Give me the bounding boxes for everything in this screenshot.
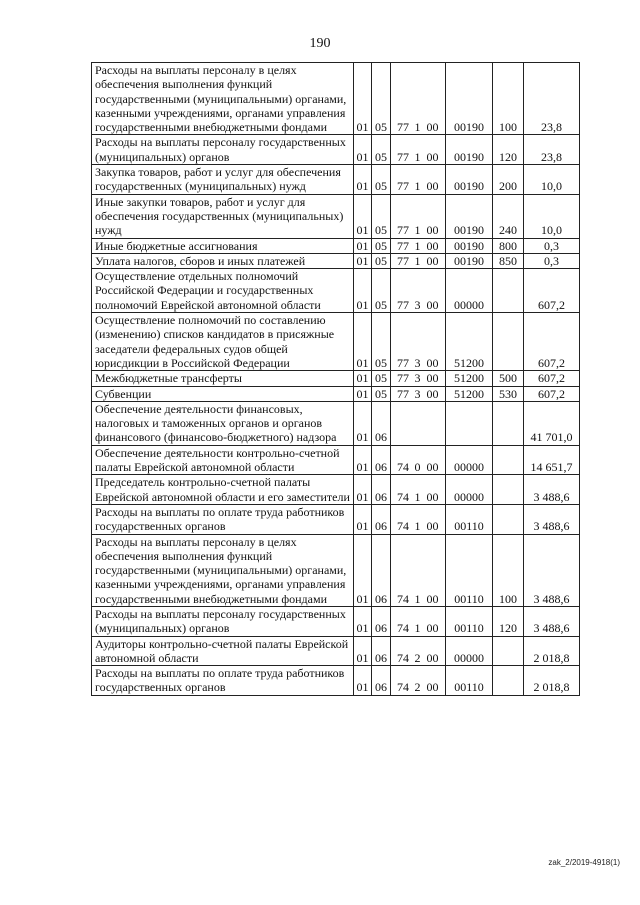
row-subsection: 05 (372, 253, 391, 268)
row-name: Расходы на выплаты персоналу в целях обеспечения выполнения функций государственными (муниципальными) органами, казенными учреждениями, органами управления государственными внебюджетными фондами (92, 63, 354, 135)
row-target-article (391, 534, 446, 606)
target-article-part: 1 (414, 489, 421, 504)
target-article-part: 00 (426, 489, 439, 504)
row-subsection: 06 (372, 401, 391, 445)
row-expense-type: 850 (493, 253, 524, 268)
row-name: Расходы на выплаты по оплате труда работников государственных органов (92, 504, 354, 534)
row-target-article (391, 606, 446, 636)
target-article-part: 77 (397, 179, 409, 194)
row-section: 01 (354, 135, 372, 165)
row-target-code: 00110 (446, 534, 493, 606)
row-amount: 10,0 (524, 194, 580, 238)
document-code: zak_2/2019-4918(1) (548, 858, 620, 867)
row-expense-type: 120 (493, 135, 524, 165)
row-target-article (391, 135, 446, 165)
target-article-part: 77 (397, 297, 409, 312)
row-expense-type (493, 269, 524, 313)
row-target-code: 51200 (446, 313, 493, 371)
row-section: 01 (354, 165, 372, 195)
target-article-part: 00 (426, 386, 439, 401)
row-name: Расходы на выплаты по оплате труда работников государственных органов (92, 666, 354, 696)
row-amount: 14 651,7 (524, 445, 580, 475)
target-article-part: 77 (397, 355, 409, 370)
target-article-part: 77 (397, 120, 409, 135)
target-article-part: 77 (397, 253, 409, 268)
row-section: 01 (354, 253, 372, 268)
row-name: Расходы на выплаты персоналу в целях обеспечения выполнения функций государственными (муниципальными) органами, казенными учреждениями, органами управления государственными внебюджетными фондами (92, 534, 354, 606)
row-expense-type (493, 313, 524, 371)
row-target-code: 00190 (446, 63, 493, 135)
target-article-part: 1 (414, 149, 421, 164)
table-row (92, 313, 580, 371)
row-target-article (391, 401, 446, 445)
row-amount: 10,0 (524, 165, 580, 195)
row-section: 01 (354, 401, 372, 445)
row-subsection: 05 (372, 63, 391, 135)
table-row (92, 386, 580, 401)
row-expense-type: 100 (493, 63, 524, 135)
row-expense-type: 800 (493, 238, 524, 253)
row-section: 01 (354, 475, 372, 505)
row-section: 01 (354, 313, 372, 371)
row-target-article (391, 253, 446, 268)
row-expense-type (493, 636, 524, 666)
row-target-article (391, 269, 446, 313)
row-name: Иные бюджетные ассигнования (92, 238, 354, 253)
target-article-part: 1 (414, 238, 421, 253)
row-target-code: 00190 (446, 238, 493, 253)
row-name: Иные закупки товаров, работ и услуг для обеспечения государственных (муниципальных) нужд (92, 194, 354, 238)
table-row (92, 194, 580, 238)
target-article-part: 3 (414, 386, 421, 401)
target-article-part: 1 (414, 621, 421, 636)
row-target-code: 00000 (446, 636, 493, 666)
target-article-part: 00 (426, 621, 439, 636)
row-subsection: 05 (372, 313, 391, 371)
target-article-part: 1 (414, 519, 421, 534)
target-article-part: 2 (414, 650, 421, 665)
target-article-part: 00 (426, 591, 439, 606)
target-article-part: 3 (414, 355, 421, 370)
row-name: Осуществление полномочий по составлению (изменению) списков кандидатов в присяжные заседатели федеральных судов общей юрисдикции в Российской Федерации (92, 313, 354, 371)
row-section: 01 (354, 386, 372, 401)
row-name: Межбюджетные трансферты (92, 371, 354, 386)
row-amount: 23,8 (524, 135, 580, 165)
target-article-part: 2 (414, 680, 421, 695)
row-subsection: 06 (372, 534, 391, 606)
row-target-code: 00190 (446, 165, 493, 195)
row-subsection: 05 (372, 371, 391, 386)
target-article-part: 00 (426, 371, 439, 386)
target-article-part: 00 (426, 519, 439, 534)
row-amount: 607,2 (524, 313, 580, 371)
row-section: 01 (354, 238, 372, 253)
row-section: 01 (354, 666, 372, 696)
target-article-part: 77 (397, 386, 409, 401)
row-section: 01 (354, 269, 372, 313)
row-target-article (391, 475, 446, 505)
table-row (92, 445, 580, 475)
row-expense-type: 120 (493, 606, 524, 636)
row-subsection: 06 (372, 445, 391, 475)
row-subsection: 06 (372, 606, 391, 636)
target-article-part: 74 (397, 519, 409, 534)
row-name: Уплата налогов, сборов и иных платежей (92, 253, 354, 268)
row-expense-type (493, 445, 524, 475)
target-article-part: 74 (397, 621, 409, 636)
target-article-part: 3 (414, 297, 421, 312)
table-row (92, 475, 580, 505)
row-expense-type: 200 (493, 165, 524, 195)
row-section: 01 (354, 606, 372, 636)
row-target-code: 00190 (446, 135, 493, 165)
table-row (92, 165, 580, 195)
row-subsection: 05 (372, 269, 391, 313)
table-row (92, 63, 580, 135)
row-amount: 0,3 (524, 238, 580, 253)
row-subsection: 06 (372, 475, 391, 505)
target-article-part: 00 (426, 680, 439, 695)
table-row (92, 666, 580, 696)
row-subsection: 06 (372, 636, 391, 666)
row-expense-type (493, 666, 524, 696)
budget-table (91, 62, 580, 696)
row-subsection: 05 (372, 386, 391, 401)
row-amount: 607,2 (524, 371, 580, 386)
row-target-article (391, 386, 446, 401)
row-name: Субвенции (92, 386, 354, 401)
row-section: 01 (354, 504, 372, 534)
row-section: 01 (354, 534, 372, 606)
row-target-code: 00190 (446, 194, 493, 238)
target-article-part: 00 (426, 355, 439, 370)
row-amount: 23,8 (524, 63, 580, 135)
row-target-code: 00000 (446, 269, 493, 313)
row-target-code: 00110 (446, 504, 493, 534)
row-amount: 3 488,6 (524, 534, 580, 606)
target-article-part: 1 (414, 179, 421, 194)
target-article-part: 74 (397, 460, 409, 475)
row-section: 01 (354, 63, 372, 135)
target-article-part: 1 (414, 591, 421, 606)
row-name: Обеспечение деятельности финансовых, налоговых и таможенных органов и органов финансового (финансово-бюджетного) надзора (92, 401, 354, 445)
target-article-part: 1 (414, 253, 421, 268)
target-article-part: 00 (426, 149, 439, 164)
row-amount: 3 488,6 (524, 475, 580, 505)
row-subsection: 06 (372, 666, 391, 696)
row-section: 01 (354, 194, 372, 238)
row-target-article (391, 445, 446, 475)
target-article-part: 74 (397, 489, 409, 504)
row-subsection: 06 (372, 504, 391, 534)
target-article-part: 00 (426, 238, 439, 253)
row-section: 01 (354, 371, 372, 386)
target-article-part: 74 (397, 591, 409, 606)
row-amount: 2 018,8 (524, 636, 580, 666)
row-target-article (391, 238, 446, 253)
row-subsection: 05 (372, 194, 391, 238)
target-article-part: 00 (426, 223, 439, 238)
table-row (92, 606, 580, 636)
row-section: 01 (354, 636, 372, 666)
target-article-part: 1 (414, 223, 421, 238)
row-expense-type: 100 (493, 534, 524, 606)
row-amount: 3 488,6 (524, 606, 580, 636)
row-target-code: 00000 (446, 475, 493, 505)
row-amount: 3 488,6 (524, 504, 580, 534)
row-expense-type: 240 (493, 194, 524, 238)
row-expense-type: 530 (493, 386, 524, 401)
target-article-part: 77 (397, 238, 409, 253)
row-target-article (391, 63, 446, 135)
row-target-code: 00110 (446, 606, 493, 636)
target-article-part: 00 (426, 650, 439, 665)
row-section: 01 (354, 445, 372, 475)
row-expense-type (493, 504, 524, 534)
row-amount: 607,2 (524, 386, 580, 401)
row-name: Расходы на выплаты персоналу государственных (муниципальных) органов (92, 135, 354, 165)
target-article-part: 00 (426, 120, 439, 135)
row-target-article (391, 371, 446, 386)
target-article-part: 77 (397, 149, 409, 164)
target-article-part: 77 (397, 223, 409, 238)
row-subsection: 05 (372, 135, 391, 165)
row-expense-type: 500 (493, 371, 524, 386)
page-number: 190 (309, 36, 331, 51)
row-target-article (391, 636, 446, 666)
row-target-code: 00190 (446, 253, 493, 268)
table-row (92, 636, 580, 666)
table-row (92, 238, 580, 253)
row-name: Обеспечение деятельности контрольно-счетной палаты Еврейской автономной области (92, 445, 354, 475)
row-target-article (391, 165, 446, 195)
row-expense-type (493, 475, 524, 505)
table-row (92, 504, 580, 534)
table-row (92, 401, 580, 445)
row-target-code: 51200 (446, 371, 493, 386)
target-article-part: 74 (397, 650, 409, 665)
table-body (92, 63, 580, 696)
target-article-part: 77 (397, 371, 409, 386)
row-name: Осуществление отдельных полномочий Российской Федерации и государственных полномочий Еврейской автономной области (92, 269, 354, 313)
row-name: Председатель контрольно-счетной палаты Еврейской автономной области и его заместители (92, 475, 354, 505)
row-amount: 41 701,0 (524, 401, 580, 445)
table-row (92, 534, 580, 606)
row-target-article (391, 194, 446, 238)
row-target-code (446, 401, 493, 445)
target-article-part: 00 (426, 179, 439, 194)
row-amount: 607,2 (524, 269, 580, 313)
row-amount: 0,3 (524, 253, 580, 268)
row-target-article (391, 504, 446, 534)
table-row (92, 269, 580, 313)
target-article-part: 00 (426, 297, 439, 312)
row-target-article (391, 313, 446, 371)
row-expense-type (493, 401, 524, 445)
row-amount: 2 018,8 (524, 666, 580, 696)
row-target-code: 00110 (446, 666, 493, 696)
target-article-part: 74 (397, 680, 409, 695)
table-row (92, 253, 580, 268)
row-subsection: 05 (372, 238, 391, 253)
row-target-article (391, 666, 446, 696)
row-subsection: 05 (372, 165, 391, 195)
target-article-part: 0 (414, 460, 421, 475)
row-name: Аудиторы контрольно-счетной палаты Еврейской автономной области (92, 636, 354, 666)
row-name: Расходы на выплаты персоналу государственных (муниципальных) органов (92, 606, 354, 636)
table-row (92, 135, 580, 165)
target-article-part: 1 (414, 120, 421, 135)
target-article-part: 00 (426, 460, 439, 475)
target-article-part: 3 (414, 371, 421, 386)
row-name: Закупка товаров, работ и услуг для обеспечения государственных (муниципальных) нужд (92, 165, 354, 195)
table-row (92, 371, 580, 386)
target-article-part: 00 (426, 253, 439, 268)
row-target-code: 00000 (446, 445, 493, 475)
row-target-code: 51200 (446, 386, 493, 401)
